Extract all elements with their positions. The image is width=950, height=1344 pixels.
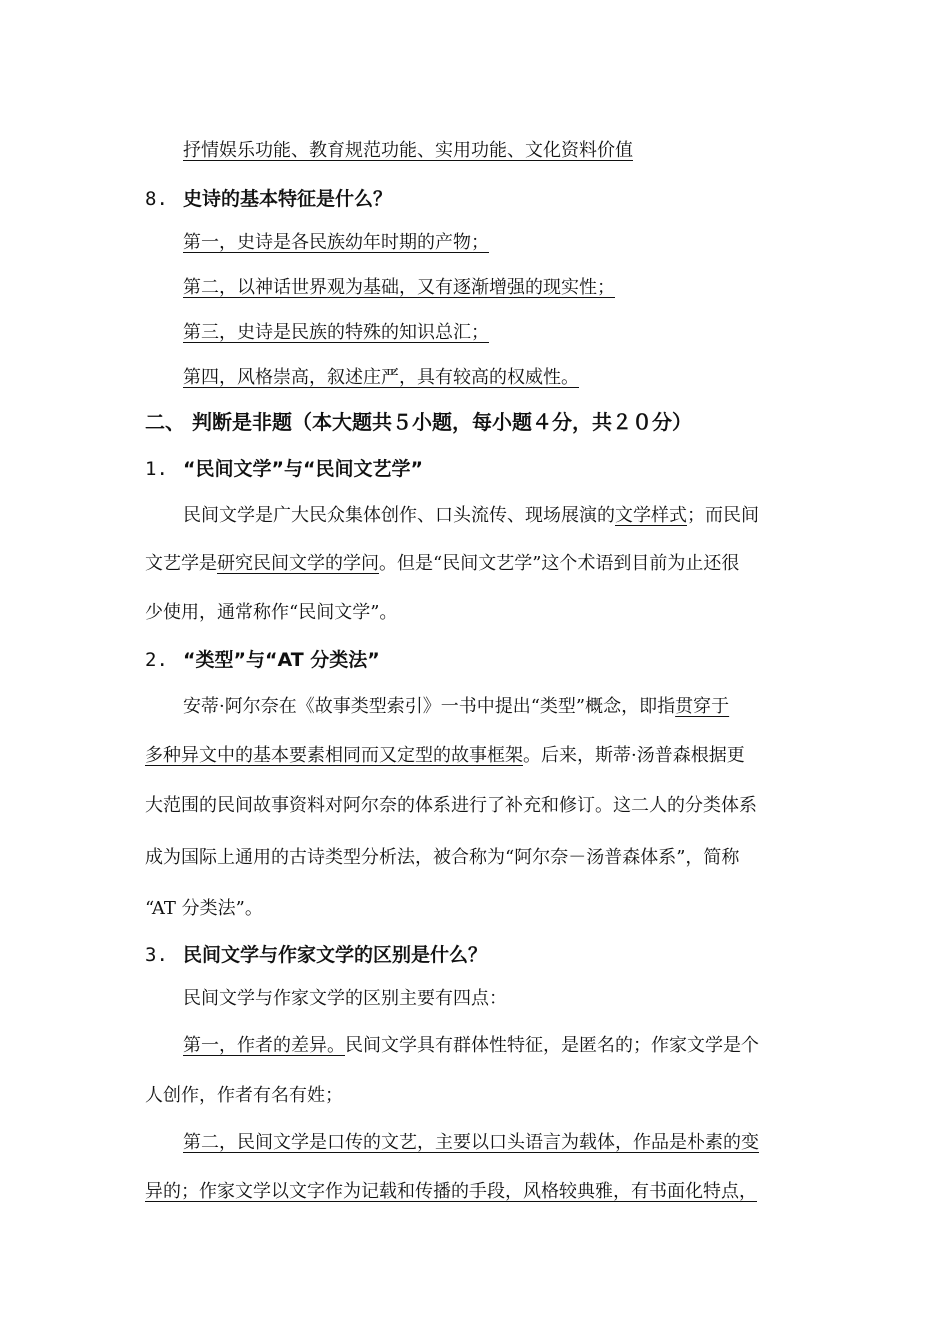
s2q2-line-2 xyxy=(145,743,745,769)
q8-point-4 xyxy=(183,365,579,391)
q8-point-1-text: 第一，史诗是各民族幼年时期的产物； xyxy=(183,232,489,253)
s2q3-point-2-line-2 xyxy=(145,1179,757,1205)
s2q1-l1-b: ；而民间 xyxy=(687,505,759,526)
s2q1-heading xyxy=(145,456,423,482)
q7-answer xyxy=(183,138,633,164)
s2q3-heading xyxy=(145,942,487,968)
s2q1-line-2 xyxy=(145,551,739,577)
q8-point-3 xyxy=(183,320,489,346)
s2q3-p2-l1-underlined: 第二，民间文学是口传的文艺，主要以口头语言为载体，作品是朴素的变 xyxy=(183,1132,759,1153)
q7-answer-text: 抒情娱乐功能、教育规范功能、实用功能、文化资料价值 xyxy=(183,140,633,161)
s2q3-p2-l2-underlined: 异的；作家文学以文字作为记载和传播的手段，风格较典雅，有书面化特点， xyxy=(145,1181,757,1202)
q8-number: 8. xyxy=(145,188,168,210)
q8-point-2-text: 第二，以神话世界观为基础，又有逐渐增强的现实性； xyxy=(183,277,615,298)
s2q2-l1-underlined: 贯穿于 xyxy=(675,696,730,717)
s2q3-p1-b: 民间文学具有群体性特征，是匿名的；作家文学是个 xyxy=(345,1035,759,1056)
s2q3-number: 3. xyxy=(145,944,168,966)
s2q1-line-1 xyxy=(183,503,759,529)
section-2-title: 二、 判断是非题（本大题共５小题，每小题４分，共２０分） xyxy=(145,410,692,434)
s2q2-heading xyxy=(145,647,380,673)
s2q3-title: 民间文学与作家文学的区别是什么？ xyxy=(183,944,488,966)
s2q1-l2-b: 。但是“民间文艺学”这个术语到目前为止还很 xyxy=(379,553,740,574)
q8-title: 史诗的基本特征是什么？ xyxy=(183,188,393,210)
s2q2-l2-underlined: 多种异文中的基本要素相同而又定型的故事框架 xyxy=(145,745,523,766)
s2q2-line-1 xyxy=(183,694,729,720)
s2q3-point-2-line-1 xyxy=(183,1130,759,1156)
s2q3-point-1-line-2: 人创作，作者有名有姓； xyxy=(145,1085,343,1106)
s2q1-number: 1. xyxy=(145,458,168,480)
s2q2-line-4: 成为国际上通用的古诗类型分析法，被合称为“阿尔奈－汤普森体系”，简称 xyxy=(145,847,740,868)
q8-heading xyxy=(145,186,392,212)
s2q1-l2-underlined: 研究民间文学的学问 xyxy=(217,553,379,574)
s2q2-line-3: 大范围的民间故事资料对阿尔奈的体系进行了补充和修订。这二人的分类体系 xyxy=(145,795,757,816)
q8-point-3-text: 第三，史诗是民族的特殊的知识总汇； xyxy=(183,322,489,343)
s2q2-title: “类型”与“AT 分类法” xyxy=(183,649,380,671)
s2q1-l1-a: 民间文学是广大民众集体创作、口头流传、现场展演的 xyxy=(183,505,615,526)
s2q1-l2-a: 文艺学是 xyxy=(145,553,217,574)
s2q3-p1-underlined: 第一，作者的差异。 xyxy=(183,1035,345,1056)
s2q1-line-3: 少使用，通常称作“民间文学”。 xyxy=(145,602,398,623)
s2q3-point-1-line-1 xyxy=(183,1033,759,1059)
s2q2-l2-b: 。后来，斯蒂·汤普森根据更 xyxy=(523,745,745,766)
s2q2-line-5: “AT 分类法”。 xyxy=(145,898,263,919)
s2q1-title: “民间文学”与“民间文艺学” xyxy=(183,458,423,480)
s2q2-l1-a: 安蒂·阿尔奈在《故事类型索引》一书中提出“类型”概念，即指 xyxy=(183,696,676,717)
q8-point-2 xyxy=(183,275,615,301)
q8-point-4-text: 第四，风格崇高，叙述庄严，具有较高的权威性。 xyxy=(183,367,579,388)
q8-point-1 xyxy=(183,230,489,256)
s2q3-intro: 民间文学与作家文学的区别主要有四点： xyxy=(183,988,507,1009)
s2q1-l1-underlined: 文学样式 xyxy=(615,505,687,526)
s2q2-number: 2. xyxy=(145,649,168,671)
